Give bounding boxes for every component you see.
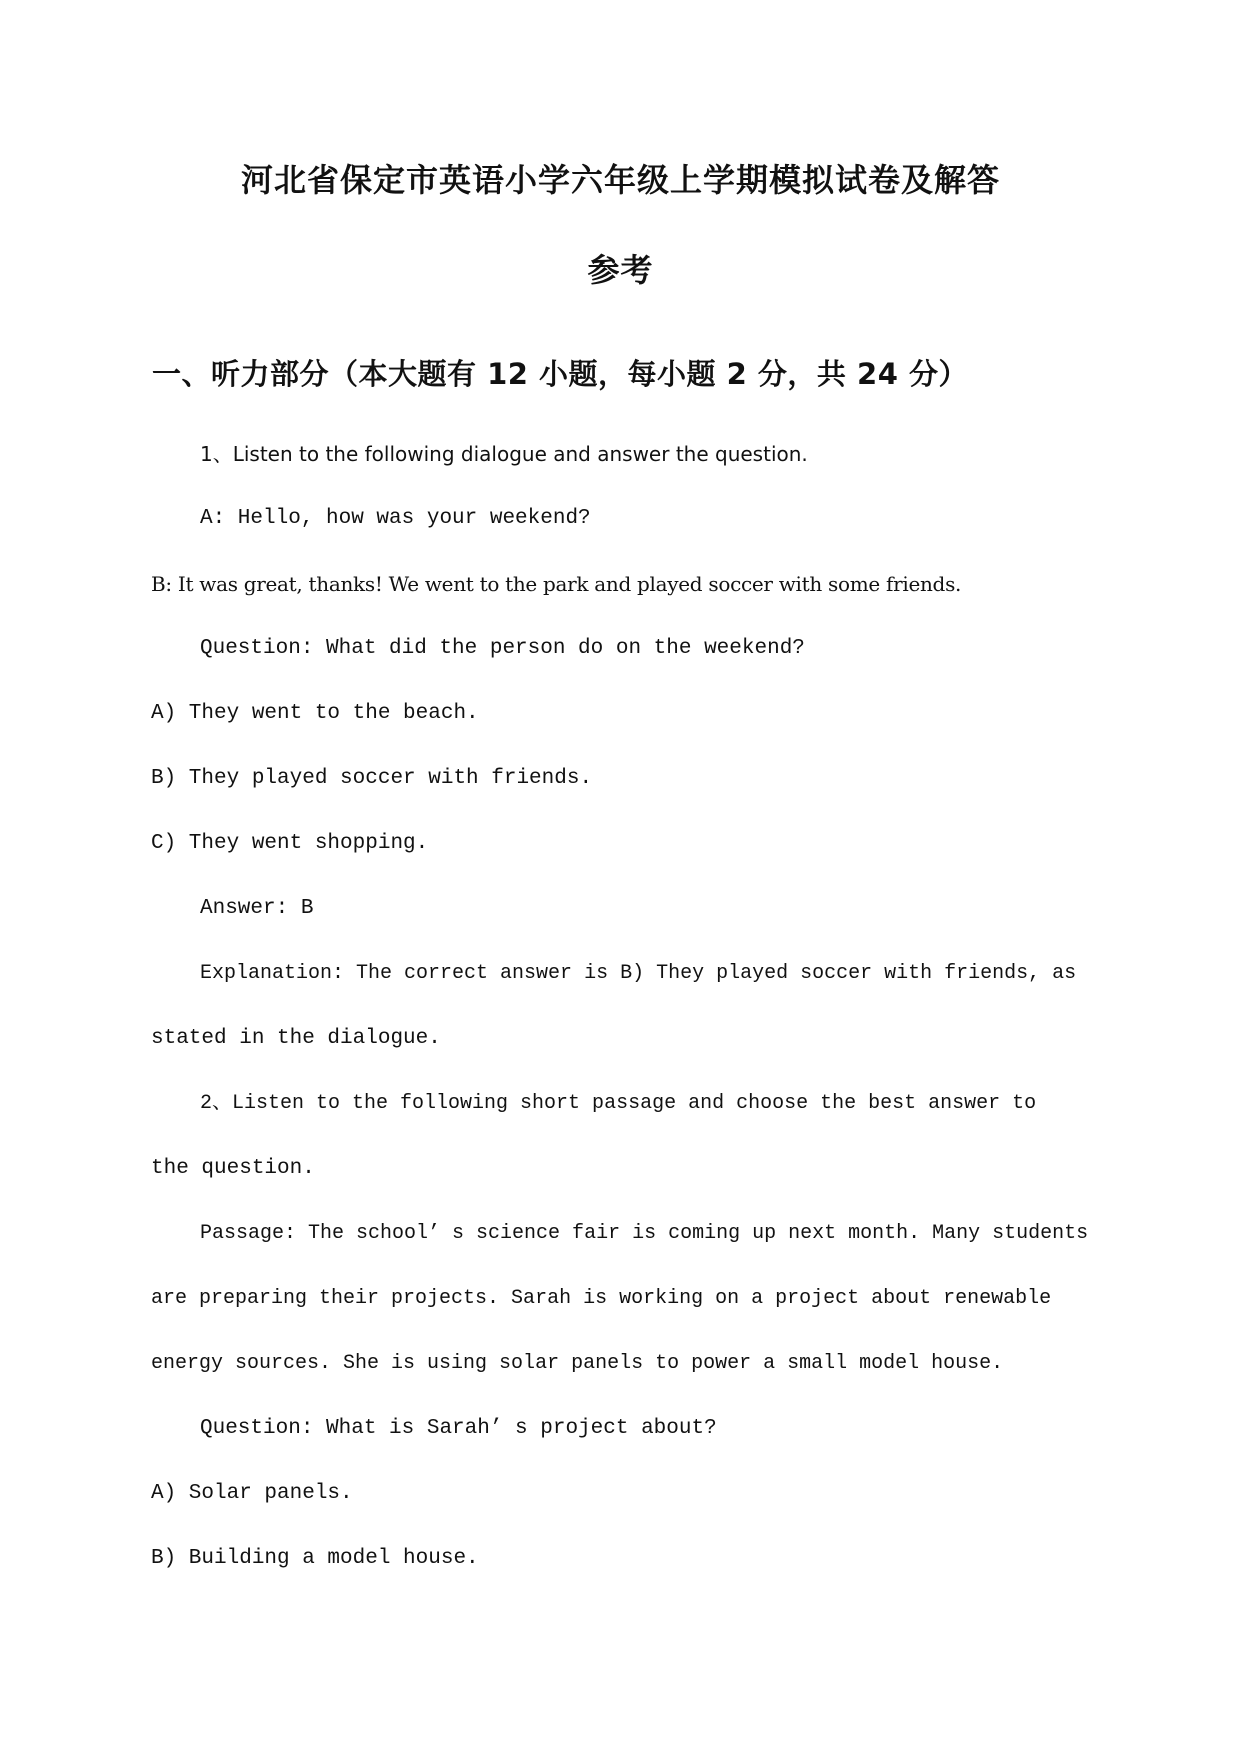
document-title-continued: 参考 bbox=[587, 251, 654, 289]
q2-passage-line-2: are preparing their projects. Sarah is working on a project about renewable bbox=[151, 1287, 1052, 1310]
q1-dialogue-a: A: Hello, how was your weekend? bbox=[200, 507, 591, 530]
q1-prompt: 1、Listen to the following dialogue and answer the question. bbox=[200, 442, 808, 466]
q2-passage-line-3: energy sources. She is using solar panels to power a small model house. bbox=[151, 1352, 1004, 1375]
q1-explanation: Explanation: The correct answer is B) They played soccer with friends, as bbox=[200, 962, 1077, 985]
q2-option-a: A) Solar panels. bbox=[151, 1482, 353, 1505]
q1-explanation-continued: stated in the dialogue. bbox=[151, 1027, 441, 1050]
q1-option-a: A) They went to the beach. bbox=[151, 702, 479, 725]
q2-question: Question: What is Sarah’ s project about? bbox=[200, 1417, 717, 1440]
q2-prompt-continued: the question. bbox=[151, 1157, 315, 1180]
q1-option-b: B) They played soccer with friends. bbox=[151, 767, 593, 790]
q1-option-c: C) They went shopping. bbox=[151, 832, 429, 855]
q2-passage-line-1: Passage: The school’ s science fair is coming up next month. Many students bbox=[200, 1222, 1089, 1245]
q2-option-b: B) Building a model house. bbox=[151, 1547, 479, 1570]
section-heading-listening: 一、听力部分（本大题有 12 小题，每小题 2 分，共 24 分） bbox=[152, 357, 968, 391]
q1-question: Question: What did the person do on the weekend? bbox=[200, 637, 805, 660]
q1-dialogue-b: B: It was great, thanks! We went to the park and played soccer with some friends. bbox=[151, 572, 962, 596]
q1-answer: Answer: B bbox=[200, 897, 314, 920]
q2-prompt: 2、Listen to the following short passage and choose the best answer to bbox=[200, 1092, 1037, 1115]
document-title: 河北省保定市英语小学六年级上学期模拟试卷及解答 bbox=[240, 161, 1000, 199]
